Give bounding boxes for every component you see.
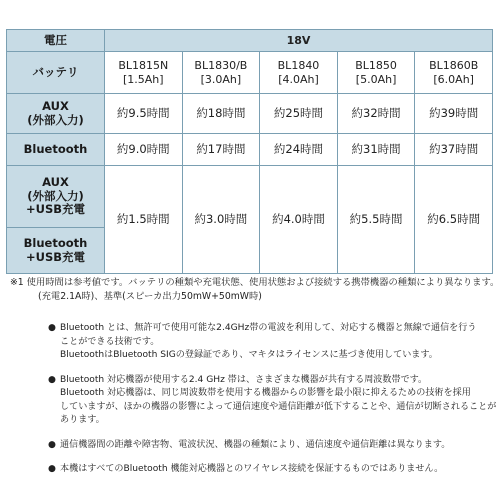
aux-usb-label-line: +USB充電 bbox=[25, 202, 86, 217]
footnote-usage: ※1 使用時間は参考値です。バッテリの種類や充電状態、使用状態および接続する携帯機器の種類により異なります。 bbox=[10, 277, 500, 288]
runtime-cell: 約37時間 bbox=[415, 134, 493, 166]
bluetooth-usb-label-line: +USB充電 bbox=[25, 249, 86, 264]
battery-capacity: [5.0Ah] bbox=[355, 72, 397, 86]
bullet-item bbox=[48, 439, 494, 453]
bullet-line: あります。 bbox=[60, 415, 105, 425]
bluetooth-notes bbox=[48, 322, 497, 488]
battery-capacity: [3.0Ah] bbox=[200, 72, 242, 86]
bullet-item bbox=[48, 374, 497, 428]
battery-model-cell bbox=[260, 52, 338, 94]
usb-runtime-cell: 約6.5時間 bbox=[415, 166, 493, 274]
bullet-line: Bluetooth とは、無許可で使用可能な2.4GHz帯の電波を利用して、対応する機器と無線で通信を行う bbox=[60, 323, 477, 333]
battery-model-cell bbox=[415, 52, 493, 94]
runtime-cell: 約31時間 bbox=[337, 134, 415, 166]
usb-runtime-cell: 約4.0時間 bbox=[260, 166, 338, 274]
bullet-line: 通信機器間の距離や障害物、電波状況、機器の種類により、通信速度や通信距離は異なります。 bbox=[60, 439, 451, 450]
usb-runtime-cell: 約3.0時間 bbox=[182, 166, 260, 274]
aux-usb-label bbox=[7, 166, 105, 228]
bullet-item bbox=[48, 322, 494, 363]
aux-label-line: AUX bbox=[42, 98, 69, 113]
voltage-value: 18V bbox=[105, 30, 493, 52]
runtime-cell: 約17時間 bbox=[182, 134, 260, 166]
bluetooth-label: Bluetooth bbox=[7, 134, 105, 166]
runtime-cell: 約9.0時間 bbox=[105, 134, 183, 166]
usb-runtime-cell: 約1.5時間 bbox=[105, 166, 183, 274]
battery-model: BL1830/B bbox=[194, 59, 248, 73]
voltage-row bbox=[7, 30, 493, 52]
battery-capacity: [6.0Ah] bbox=[433, 72, 474, 86]
runtime-cell: 約25時間 bbox=[260, 94, 338, 134]
bullet-line: Bluetooth 対応機器が使用する2.4 GHz 帯は、さまざまな機器が共有する周波数帯です。 bbox=[60, 374, 428, 385]
battery-label: バッテリ bbox=[7, 52, 105, 94]
voltage-label: 電圧 bbox=[7, 30, 105, 52]
aux-label bbox=[7, 94, 105, 134]
runtime-cell: 約24時間 bbox=[260, 134, 338, 166]
battery-runtime-table bbox=[6, 29, 493, 274]
runtime-cell: 約18時間 bbox=[182, 94, 260, 134]
battery-model: BL1850 bbox=[355, 59, 397, 73]
bullet-line: BluetoothはBluetooth SIGの登録証であり、マキタはライセンスに基づき使用しています。 bbox=[60, 350, 438, 360]
battery-model-cell bbox=[337, 52, 415, 94]
bullet-line: Bluetooth 対応機器は、同じ周波数帯を使用する機器からの影響を最小限に抑えるための技術を採用 bbox=[60, 388, 471, 398]
footnote-conditions: (充電2.1A時)、基準(スピーカ出力50mW+50mW時) bbox=[38, 290, 262, 302]
battery-model: BL1860B bbox=[429, 59, 479, 73]
usb-runtime-cell: 約5.5時間 bbox=[337, 166, 415, 274]
aux-usb-label-line: AUX bbox=[42, 174, 69, 189]
battery-capacity: [1.5Ah] bbox=[123, 72, 164, 86]
battery-row bbox=[7, 52, 493, 94]
bullet-icon: ● bbox=[48, 323, 56, 333]
bullet-line: していますが、ほかの機器の影響によって通信速度や通信距離が低下することや、通信が切断されることが bbox=[60, 401, 497, 412]
runtime-cell: 約32時間 bbox=[337, 94, 415, 134]
bullet-line: ことができる技術です。 bbox=[60, 336, 160, 347]
aux-row bbox=[7, 94, 493, 134]
battery-model-cell bbox=[105, 52, 183, 94]
runtime-cell: 約39時間 bbox=[415, 94, 493, 134]
bullet-icon: ● bbox=[48, 374, 56, 385]
runtime-cell: 約9.5時間 bbox=[105, 94, 183, 134]
battery-model: BL1815N bbox=[118, 59, 169, 73]
bullet-icon: ● bbox=[48, 464, 56, 474]
bluetooth-usb-label bbox=[7, 228, 105, 274]
bullet-line: 本機はすべてのBluetooth 機能対応機器とのワイヤレス接続を保証するものではありません。 bbox=[60, 464, 444, 474]
footnotes bbox=[10, 276, 500, 303]
battery-capacity: [4.0Ah] bbox=[278, 72, 319, 86]
battery-model: BL1840 bbox=[277, 59, 320, 73]
bluetooth-row bbox=[7, 134, 493, 166]
aux-usb-row bbox=[7, 166, 493, 228]
battery-model-cell bbox=[182, 52, 260, 94]
aux-usb-label-line: (外部入力) bbox=[27, 188, 84, 203]
bullet-item bbox=[48, 463, 494, 477]
bullet-icon: ● bbox=[48, 439, 56, 450]
aux-label-line: (外部入力) bbox=[27, 112, 84, 127]
bluetooth-usb-label-line: Bluetooth bbox=[23, 235, 88, 250]
